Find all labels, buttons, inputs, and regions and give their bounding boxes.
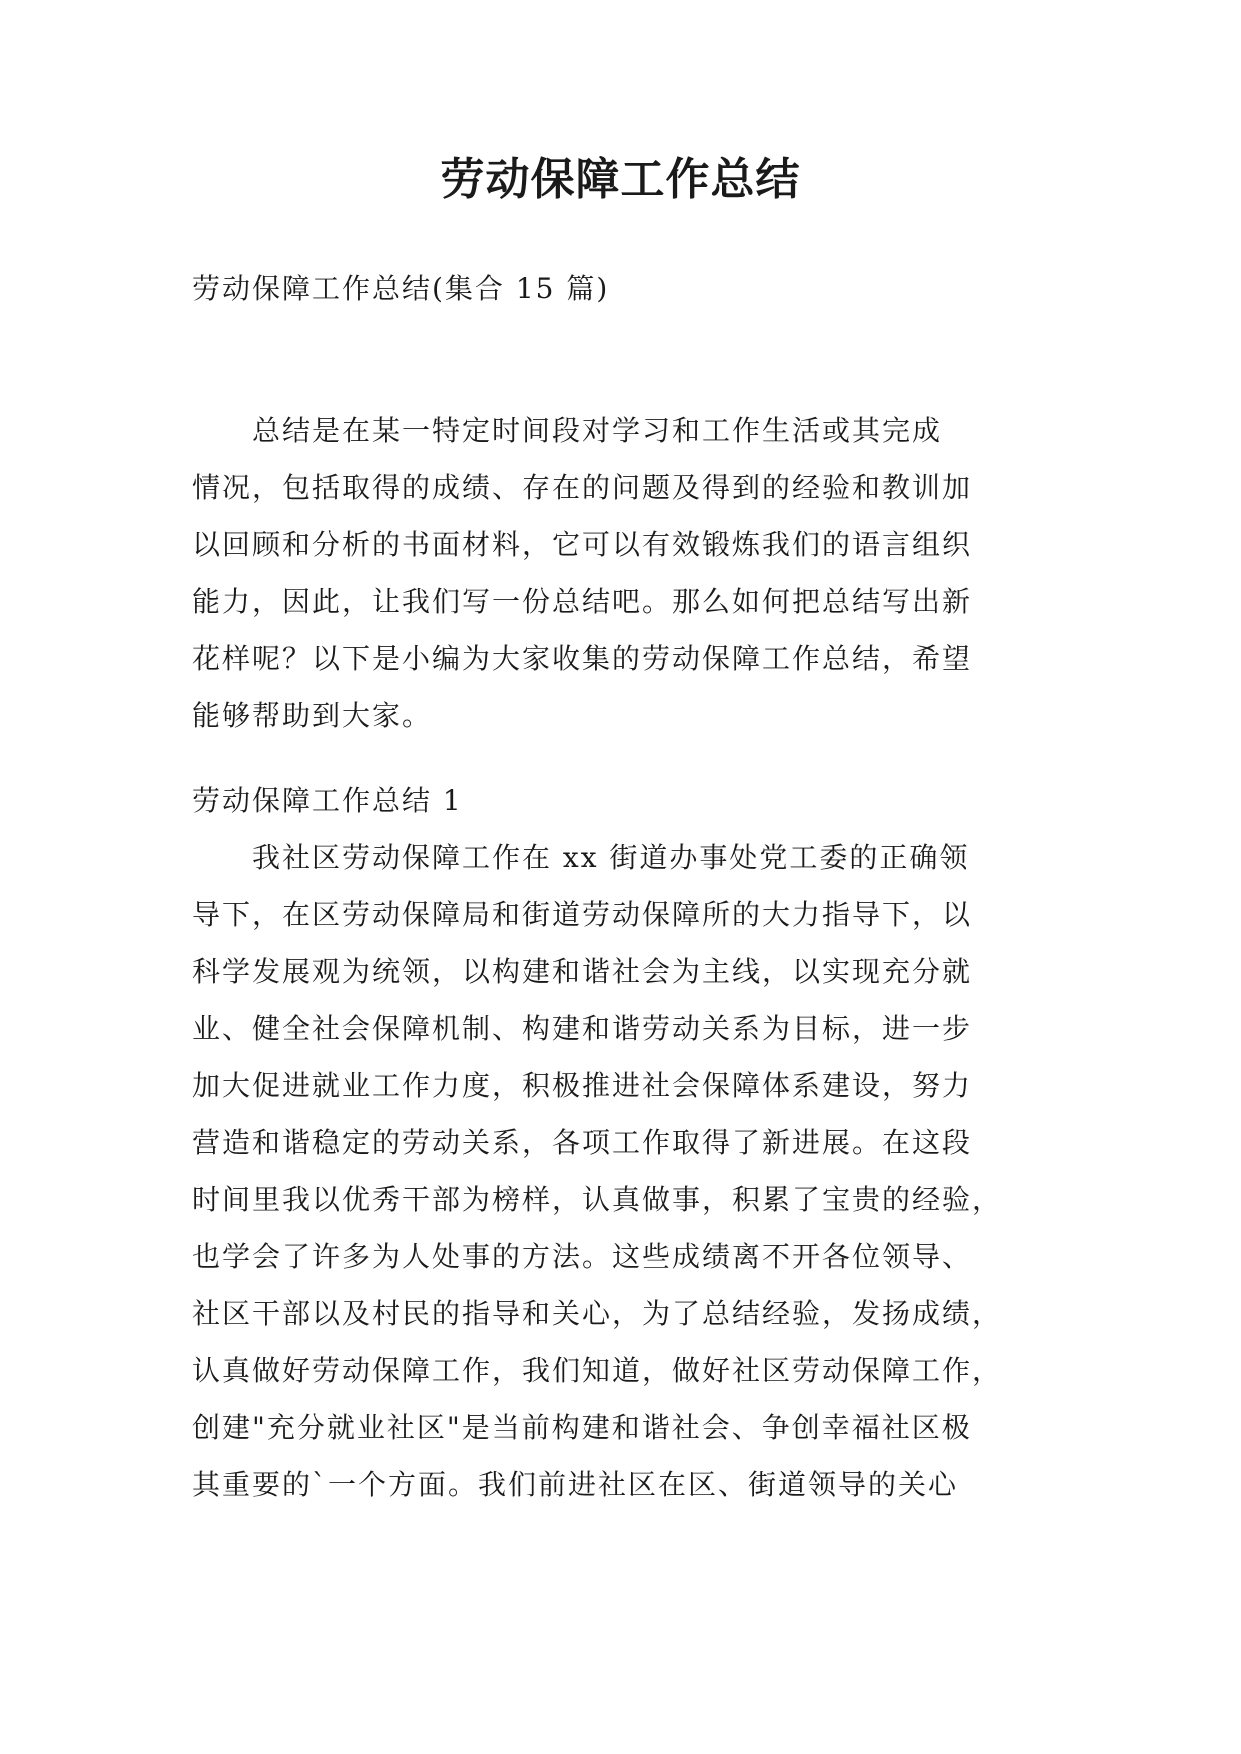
section-line: 导下，在区劳动保障局和街道劳动保障所的大力指导下，以 bbox=[192, 898, 973, 931]
section-line: 业、健全社会保障机制、构建和谐劳动关系为目标，进一步 bbox=[192, 1012, 973, 1045]
section-heading-text: 劳动保障工作总结 1 bbox=[192, 784, 463, 817]
section-heading bbox=[192, 772, 1052, 829]
section-line: 营造和谐稳定的劳动关系，各项工作取得了新进展。在这段 bbox=[192, 1126, 973, 1159]
section-line: 时间里我以优秀干部为榜样，认真做事，积累了宝贵的经验， bbox=[192, 1183, 1003, 1216]
intro-line: 能够帮助到大家。 bbox=[192, 699, 433, 732]
intro-line: 总结是在某一特定时间段对学习和工作生活或其完成 bbox=[192, 414, 943, 447]
intro-line: 能力，因此，让我们写一份总结吧。那么如何把总结写出新 bbox=[192, 585, 973, 618]
section-line: 其重要的`一个方面。我们前进社区在区、街道领导的关心 bbox=[192, 1468, 959, 1501]
section-line: 科学发展观为统领，以构建和谐社会为主线，以实现充分就 bbox=[192, 955, 973, 988]
document-subtitle bbox=[192, 260, 1052, 317]
section-line: 社区干部以及村民的指导和关心，为了总结经验，发扬成绩， bbox=[192, 1297, 1003, 1330]
intro-paragraph bbox=[192, 402, 1052, 744]
subtitle-line: 劳动保障工作总结(集合 15 篇) bbox=[192, 272, 610, 305]
section-line: 也学会了许多为人处事的方法。这些成绩离不开各位领导、 bbox=[192, 1240, 973, 1273]
intro-line: 以回顾和分析的书面材料，它可以有效锻炼我们的语言组织 bbox=[192, 528, 973, 561]
section-line: 认真做好劳动保障工作，我们知道，做好社区劳动保障工作， bbox=[192, 1354, 1003, 1387]
section-line: 加大促进就业工作力度，积极推进社会保障体系建设，努力 bbox=[192, 1069, 973, 1102]
document-title: 劳动保障工作总结 bbox=[440, 154, 801, 205]
intro-line: 情况，包括取得的成绩、存在的问题及得到的经验和教训加 bbox=[192, 471, 973, 504]
intro-line: 花样呢？以下是小编为大家收集的劳动保障工作总结，希望 bbox=[192, 642, 973, 675]
section-paragraph bbox=[192, 829, 1052, 1513]
section-line: 创建"充分就业社区"是当前构建和谐社会、争创幸福社区极 bbox=[192, 1411, 972, 1444]
section-line: 我社区劳动保障工作在 xx 街道办事处党工委的正确领 bbox=[192, 841, 970, 874]
